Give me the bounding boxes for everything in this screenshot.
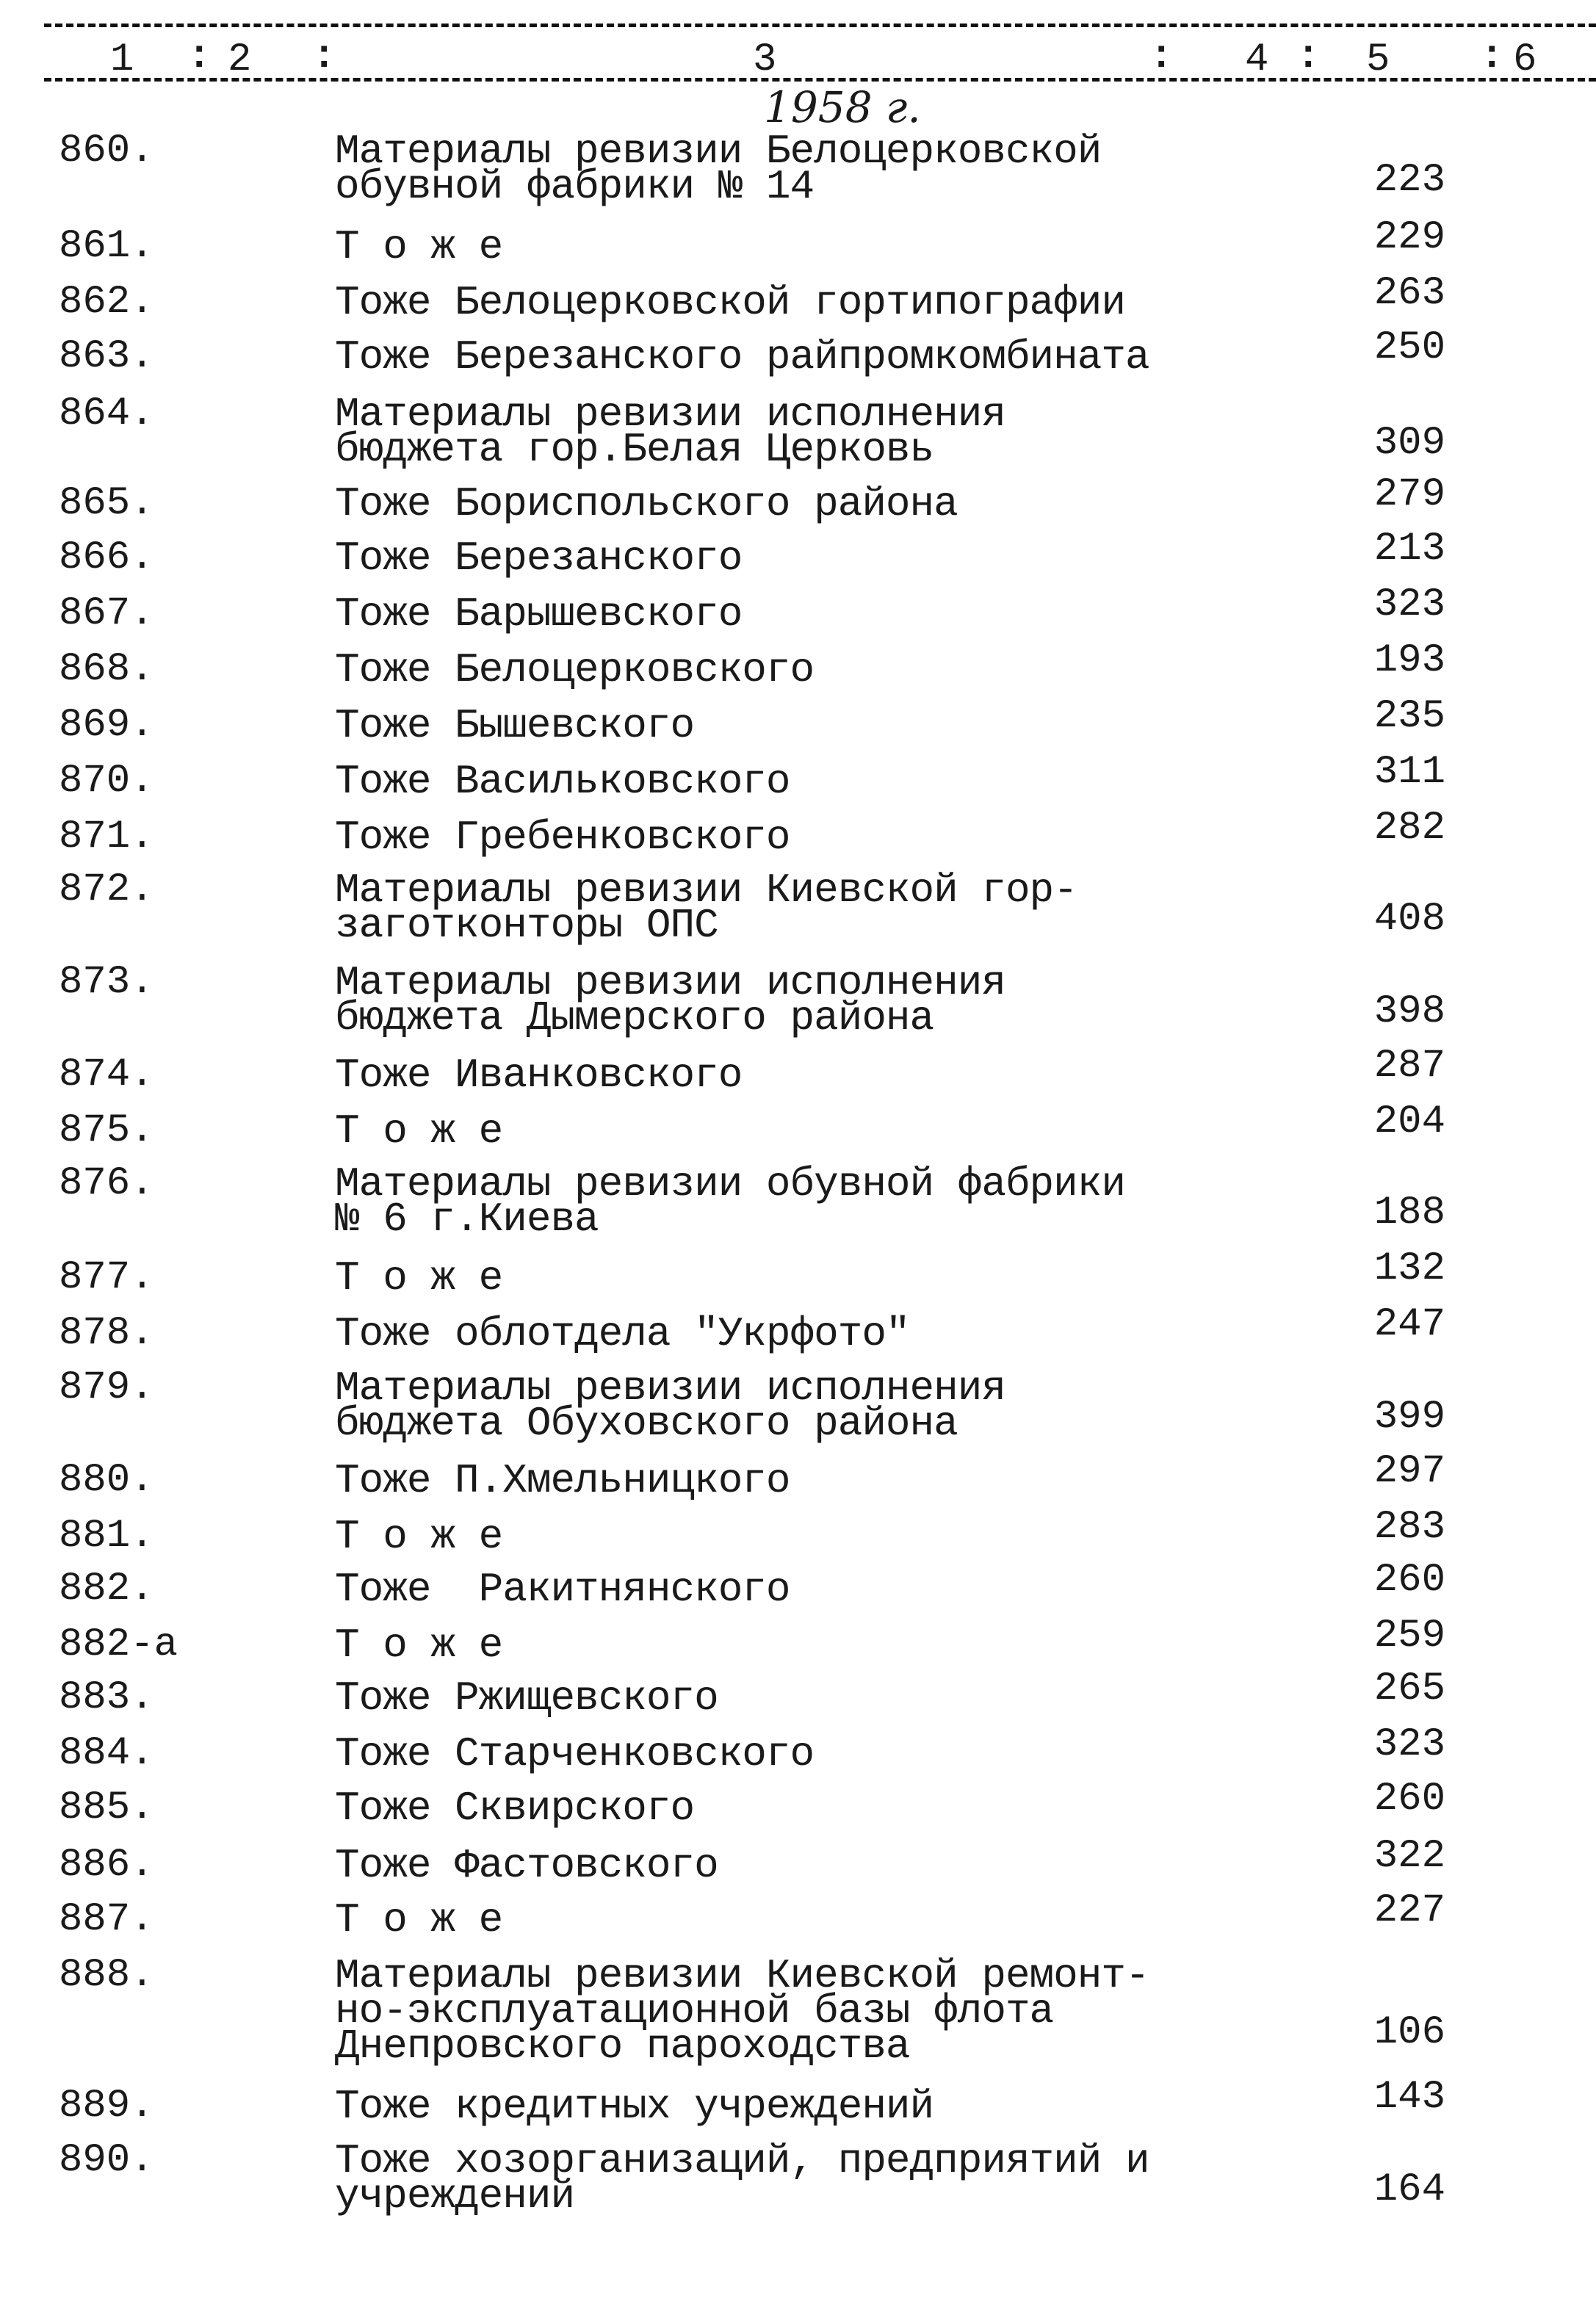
sheet-count: 235 xyxy=(1373,694,1445,739)
sheet-count: 260 xyxy=(1373,1558,1445,1603)
item-number: 888. xyxy=(59,1953,154,1998)
item-title-line: но-эксплуатационной базы флота xyxy=(335,1987,1054,2034)
item-title-line: Тоже хозорганизаций, предприятий и xyxy=(335,2137,1149,2184)
item-number: 868. xyxy=(59,647,154,692)
header-rule-bottom xyxy=(44,78,1596,82)
item-number: 876. xyxy=(59,1161,154,1206)
sheet-count: 259 xyxy=(1373,1614,1445,1658)
sheet-count: 265 xyxy=(1373,1666,1445,1711)
sheet-count: 279 xyxy=(1373,472,1445,517)
item-title-line: Тоже кредитных учреждений xyxy=(335,2083,934,2130)
item-number: 886. xyxy=(59,1843,154,1888)
sheet-count: 260 xyxy=(1373,1777,1445,1821)
column-header-2: 2 xyxy=(228,37,252,82)
item-number: 880. xyxy=(59,1458,154,1503)
item-number: 882. xyxy=(59,1567,154,1611)
sheet-count: 229 xyxy=(1373,215,1445,260)
item-number: 875. xyxy=(59,1108,154,1153)
sheet-count: 282 xyxy=(1373,806,1445,851)
item-number: 885. xyxy=(59,1785,154,1830)
item-number: 860. xyxy=(59,129,154,173)
item-title-line: Тоже Бышевского xyxy=(335,702,695,749)
item-title-line: Тоже Старченковского xyxy=(335,1730,815,1777)
sheet-count: 297 xyxy=(1373,1449,1445,1494)
item-number: 881. xyxy=(59,1514,154,1559)
item-number: 883. xyxy=(59,1675,154,1720)
item-number: 872. xyxy=(59,867,154,912)
item-number: 870. xyxy=(59,759,154,803)
item-number: 862. xyxy=(59,280,154,325)
column-separator: : xyxy=(312,35,336,79)
item-title-line: Тоже Иванковского xyxy=(335,1052,743,1099)
sheet-count: 287 xyxy=(1373,1044,1445,1088)
sheet-count: 311 xyxy=(1373,750,1445,795)
item-title-line: Тоже Березанского райпромкомбината xyxy=(335,333,1149,380)
sheet-count: 263 xyxy=(1373,271,1445,316)
item-number: 874. xyxy=(59,1052,154,1097)
year-heading: 1958 г. xyxy=(764,82,921,132)
item-title-line: Материалы ревизии исполнения xyxy=(335,391,1005,438)
column-separator: : xyxy=(1480,35,1504,79)
sheet-count: 398 xyxy=(1373,989,1445,1034)
sheet-count: 309 xyxy=(1373,421,1445,466)
item-title-line: обувной фабрики № 14 xyxy=(335,163,815,210)
item-number: 861. xyxy=(59,224,154,269)
item-title-line: Материалы ревизии исполнения xyxy=(335,1365,1005,1412)
item-title-line: Тоже облотдела "Укрфото" xyxy=(335,1310,910,1357)
column-header-6: 6 xyxy=(1513,37,1537,82)
column-header-4: 4 xyxy=(1245,37,1269,82)
item-number: 867. xyxy=(59,591,154,636)
item-title-line: № 6 г.Киева xyxy=(335,1196,599,1243)
sheet-count: 132 xyxy=(1373,1246,1445,1291)
item-title-line: Т о ж е xyxy=(335,1896,503,1943)
column-separator: : xyxy=(1296,35,1321,79)
item-title-line: Тоже Березанского xyxy=(335,535,743,582)
item-title-line: Материалы ревизии исполнения xyxy=(335,959,1005,1006)
sheet-count: 213 xyxy=(1373,527,1445,571)
item-number: 879. xyxy=(59,1365,154,1410)
item-title-line: Тоже Ракитнянского xyxy=(335,1566,790,1613)
item-title-line: Материалы ревизии обувной фабрики xyxy=(335,1160,1125,1207)
item-title-line: заготконторы ОПС xyxy=(335,902,718,949)
sheet-count: 323 xyxy=(1373,1722,1445,1767)
item-title-line: Тоже П.Хмельницкого xyxy=(335,1457,790,1504)
item-number: 877. xyxy=(59,1255,154,1300)
sheet-count: 193 xyxy=(1373,638,1445,683)
item-number: 869. xyxy=(59,703,154,748)
header-rule-top xyxy=(44,24,1596,27)
item-title-line: Тоже Фастовского xyxy=(335,1842,718,1889)
column-separator: : xyxy=(1149,35,1174,79)
item-number: 889. xyxy=(59,2084,154,2128)
item-number: 878. xyxy=(59,1311,154,1356)
column-separator: : xyxy=(187,35,212,79)
item-title-line: Тоже Гребенковского xyxy=(335,814,790,861)
sheet-count: 227 xyxy=(1373,1888,1445,1933)
column-header-5: 5 xyxy=(1366,37,1390,82)
sheet-count: 408 xyxy=(1373,897,1445,942)
item-title-line: Тоже Бориспольского района xyxy=(335,480,958,527)
item-number: 873. xyxy=(59,960,154,1005)
sheet-count: 399 xyxy=(1373,1395,1445,1440)
item-title-line: Т о ж е xyxy=(335,223,503,270)
item-number: 884. xyxy=(59,1731,154,1776)
item-number: 863. xyxy=(59,334,154,379)
item-title-line: бюджета гор.Белая Церковь xyxy=(335,426,934,473)
item-title-line: Т о ж е xyxy=(335,1513,503,1560)
item-title-line: Т о ж е xyxy=(335,1254,503,1301)
item-number: 865. xyxy=(59,481,154,526)
item-title-line: Т о ж е xyxy=(335,1622,503,1669)
item-title-line: Днепровского пароходства xyxy=(335,2023,910,2070)
sheet-count: 204 xyxy=(1373,1099,1445,1144)
sheet-count: 188 xyxy=(1373,1191,1445,1235)
sheet-count: 143 xyxy=(1373,2075,1445,2120)
sheet-count: 322 xyxy=(1373,1834,1445,1879)
sheet-count: 283 xyxy=(1373,1505,1445,1550)
sheet-count: 247 xyxy=(1373,1302,1445,1347)
item-title-line: Тоже Белоцерковской гортипографии xyxy=(335,279,1125,326)
item-number: 890. xyxy=(59,2138,154,2183)
item-title-line: бюджета Дымерского района xyxy=(335,994,934,1041)
item-number: 882-а xyxy=(59,1622,178,1667)
item-number: 864. xyxy=(59,391,154,436)
item-title-line: Материалы ревизии Киевской гор- xyxy=(335,867,1077,914)
item-title-line: Тоже Барышевского xyxy=(335,591,743,638)
item-title-line: Тоже Белоцерковского xyxy=(335,646,815,693)
item-title-line: бюджета Обуховского района xyxy=(335,1400,958,1447)
item-title-line: Тоже Сквирского xyxy=(335,1785,695,1832)
column-header-3: 3 xyxy=(753,37,777,82)
item-number: 887. xyxy=(59,1897,154,1942)
sheet-count: 250 xyxy=(1373,325,1445,370)
sheet-count: 106 xyxy=(1373,2010,1445,2055)
item-title-line: Т о ж е xyxy=(335,1108,503,1155)
item-title-line: Материалы ревизии Киевской ремонт- xyxy=(335,1952,1149,1999)
item-title-line: Тоже Ржищевского xyxy=(335,1675,718,1722)
item-title-line: Тоже Васильковского xyxy=(335,758,790,805)
column-header-1: 1 xyxy=(110,37,134,82)
sheet-count: 323 xyxy=(1373,582,1445,627)
item-number: 871. xyxy=(59,815,154,859)
item-number: 866. xyxy=(59,535,154,580)
item-title-line: Материалы ревизии Белоцерковской xyxy=(335,128,1102,175)
sheet-count: 164 xyxy=(1373,2167,1445,2212)
item-title-line: учреждений xyxy=(335,2173,575,2220)
sheet-count: 223 xyxy=(1373,158,1445,203)
